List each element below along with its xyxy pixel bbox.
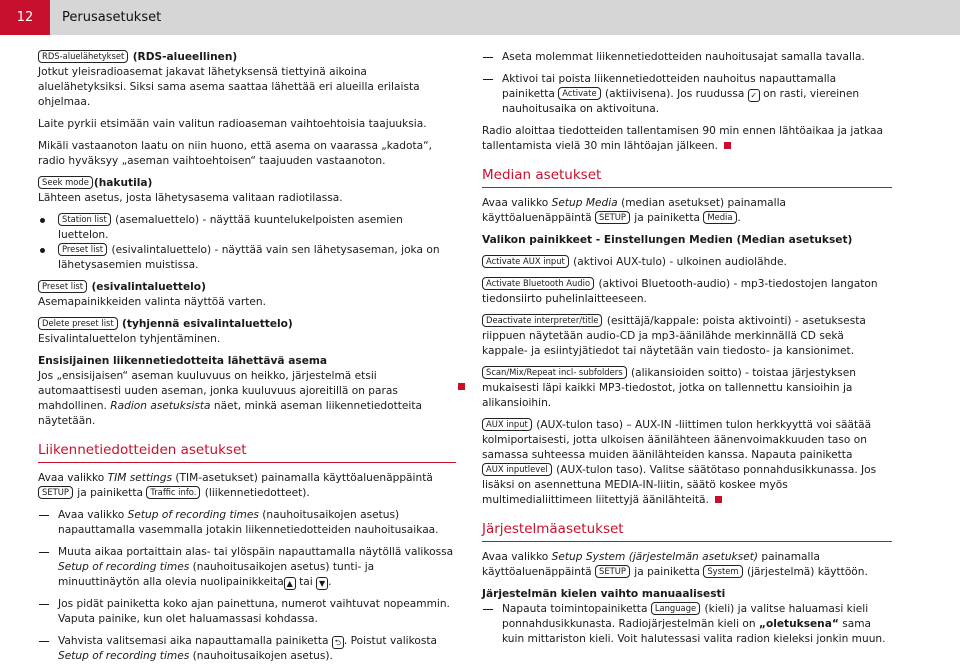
end-marker	[724, 142, 731, 149]
media-heading: Median asetukset	[482, 166, 892, 188]
preset-list-item: Preset list (esivalintaluettelo) - näyttää vain sen lähetysaseman, joka on lähetysasemien muistissa.	[38, 243, 456, 273]
rds-heading: (RDS-alueellinen)	[132, 51, 238, 63]
setup-key: SETUP	[38, 486, 73, 499]
step-4: Vahvista valitsemasi aika napauttamalla painiketta ⮌ . Poistut valikosta Setup of recording times (nauhoitusaikojen asetus).	[38, 634, 456, 664]
activate-aux-key: Activate AUX input	[482, 255, 569, 268]
station-list-key: Station list	[58, 213, 111, 226]
page-header	[0, 0, 960, 35]
rds-description: Jotkut yleisradioasemat jakavat lähetyksensä tiettyinä aikoina aluelähetyksiksi. Siksi sama asema saattaa lähettää eri alueilla erilaista ohjelmaa.	[38, 66, 420, 108]
scan-item: Scan/Mix/Repeat incl- subfolders (alikansioiden soitto) - toistaa järjestyksen mukaisesti läpi kaikki MP3-tiedostot, jotka on tallennettu kansioihin ja alikansioihin.	[482, 367, 856, 409]
end-marker	[715, 496, 722, 503]
checkbox-icon: ✓	[748, 89, 760, 102]
step-3: Jos pidät painiketta koko ajan painettuna, numerot vaihtuvat nopeammin. Vaputa painike, kun olet haluamassasi kohdassa.	[38, 597, 456, 627]
seek-heading: (hakutila)	[93, 177, 153, 189]
aux-input-item: AUX input (AUX-tulon taso) – AUX-IN -liittimen tulon herkkyyttä voi säätää kolmiportaisesti, jotta ulkoisen äänilähteen äänenvoimakkuuden taso on samassa suhteessa muiden äänilähteiden kanssa. Napauta painiketta AUX inputlevel (AUX-tulon taso). Valitse säätötaso ponnahdusikkunassa. Jos lisäksi on asennettuna MEDIA-IN-liitin, säätö koskee myös multimedialiittimeen liitettyjä äänilähteitä.	[482, 419, 877, 506]
priority-heading: Ensisijainen liikennetiedotteita lähettävä asema	[38, 355, 328, 367]
media-buttons-heading: Valikon painikkeet - Einstellungen Medien (Median asetukset)	[482, 234, 853, 246]
media-intro: Avaa valikko Setup Media (median asetukset) painamalla käyttöaluenäppäintä SETUP ja painiketta Media .	[482, 197, 787, 224]
right-dash-1: Aseta molemmat liikennetiedotteiden nauhoitusajat samalla tavalla.	[482, 50, 892, 65]
traffic-info-key: Traffic info.	[146, 486, 200, 499]
left-column	[38, 50, 456, 664]
preset-description: Asemapainikkeiden valinta näyttöä varten.	[38, 296, 266, 308]
aux-input-key: AUX input	[482, 418, 532, 431]
delete-heading: (tyhjennä esivalintaluettelo)	[122, 318, 293, 330]
deactivate-item: Deactivate interpreter/title (esittäjä/kappale: poista aktivointi) - asetuksesta riippuen näytetään audio-CD ja mp3-äänilähde merkinnällä CD sekä kappale- ja esiintyjätiedot tai näytetään vain tiedosto- ja kansionimet.	[482, 315, 866, 357]
step-2: Muuta aikaa portaittain alas- tai ylöspäin napauttamalla näytöllä valikossa Setup of recording times (nauhoitusaikojen asetus) tunti- ja minuuttinäytön alla olevia nuolipainikkeita ▲ tai ▼ .	[38, 545, 456, 590]
system-key: System	[703, 565, 742, 578]
delete-preset-key: Delete preset list	[38, 317, 118, 330]
rds-paragraph-3: Mikäli vastaanoton laatu on niin huono, että asema on vaarassa „kadota“, radio hyväksyy „aseman vaihtoehtoisen“ taajuuden vastaanoton.	[38, 140, 432, 167]
bluetooth-item: Activate Bluetooth Audio (aktivoi Bluetooth-audio) - mp3-tiedostojen langaton tiedonsiirto puhelinlaitteeseen.	[482, 278, 878, 305]
station-list-item: Station list (asemaluettelo) - näyttää kuuntelukelpoisten asemien luettelon.	[38, 213, 456, 243]
priority-text: Jos „ensisijaisen“ aseman kuuluvuus on heikko, järjestelmä etsii automaattisesti uuden aseman, jonka kuuluvuus ajoreitillä on paras mahdollinen. Radion asetuksista näet, minkä aseman liikennetiedotteita näytetään.	[38, 370, 422, 427]
arrow-down-icon: ▼	[316, 577, 328, 590]
scan-mix-repeat-key: Scan/Mix/Repeat incl- subfolders	[482, 366, 627, 379]
preset-list-key-2: Preset list	[38, 280, 87, 293]
page-title: Perusasetukset	[62, 10, 162, 25]
right-dash-2: Aktivoi tai poista liikennetiedotteiden nauhoitus napauttamalla painiketta Activate (aktiivisena). Jos ruudussa ✓ on rasti, viereinen nauhoitusaika on aktivoituna.	[482, 72, 892, 117]
media-key: Media	[703, 211, 736, 224]
language-step: Napauta toimintopainiketta Language (kieli) ja valitse haluamasi kieli ponnahdusikkunasta. Radiojärjestelmän kieli on „oletuksena“ sama kuin mittariston kieli. Voit halutessasi valita radion kieleksi jonkin muun.	[482, 602, 892, 647]
setup-key: SETUP	[595, 211, 630, 224]
end-marker	[458, 383, 465, 390]
preset-list-key: Preset list	[58, 243, 107, 256]
preset-heading: (esivalintaluettelo)	[91, 281, 206, 293]
setup-key: SETUP	[595, 565, 630, 578]
traffic-heading: Liikennetiedotteiden asetukset	[38, 441, 456, 463]
language-key: Language	[651, 602, 700, 615]
rds-paragraph-2: Laite pyrkii etsimään vain valitun radioaseman vaihtoehtoisia taajuuksia.	[38, 118, 427, 130]
aux-item: Activate AUX input (aktivoi AUX-tulo) - ulkoinen audiolähde.	[482, 255, 892, 270]
recording-note: Radio aloittaa tiedotteiden tallentamisen 90 min ennen lähtöaikaa ja jatkaa tallentamista vielä 30 min lähtöajan jälkeen.	[482, 125, 883, 152]
rds-key: RDS-aluelähetykset	[38, 50, 128, 63]
activate-key: Activate	[558, 87, 600, 100]
language-heading: Järjestelmän kielen vaihto manuaalisesti	[482, 588, 726, 600]
delete-description: Esivalintaluettelon tyhjentäminen.	[38, 333, 221, 345]
arrow-up-icon: ▲	[284, 577, 296, 590]
deactivate-interpreter-key: Deactivate interpreter/title	[482, 314, 602, 327]
back-icon: ⮌	[332, 636, 344, 649]
right-column	[482, 50, 892, 647]
system-intro: Avaa valikko Setup System (järjestelmän asetukset) painamalla käyttöaluenäppäintä SETUP ja painiketta System (järjestelmä) käyttöön.	[482, 551, 868, 578]
system-heading: Järjestelmäasetukset	[482, 520, 892, 542]
page-number: 12	[0, 0, 50, 35]
seek-description: Lähteen asetus, josta lähetysasema valitaan radiotilassa.	[38, 192, 343, 204]
aux-inputlevel-key: AUX inputlevel	[482, 463, 552, 476]
traffic-intro: Avaa valikko TIM settings (TIM-asetukset) painamalla käyttöaluenäppäintä SETUP ja painiketta Traffic info. (liikennetiedotteet).	[38, 472, 433, 499]
step-1: Avaa valikko Setup of recording times (nauhoitusaikojen asetus) napauttamalla vasemmalla jotakin liikennetiedotteiden nauhoitusaikaa.	[38, 508, 456, 538]
activate-bluetooth-key: Activate Bluetooth Audio	[482, 277, 594, 290]
seek-mode-key: Seek mode	[38, 176, 93, 189]
